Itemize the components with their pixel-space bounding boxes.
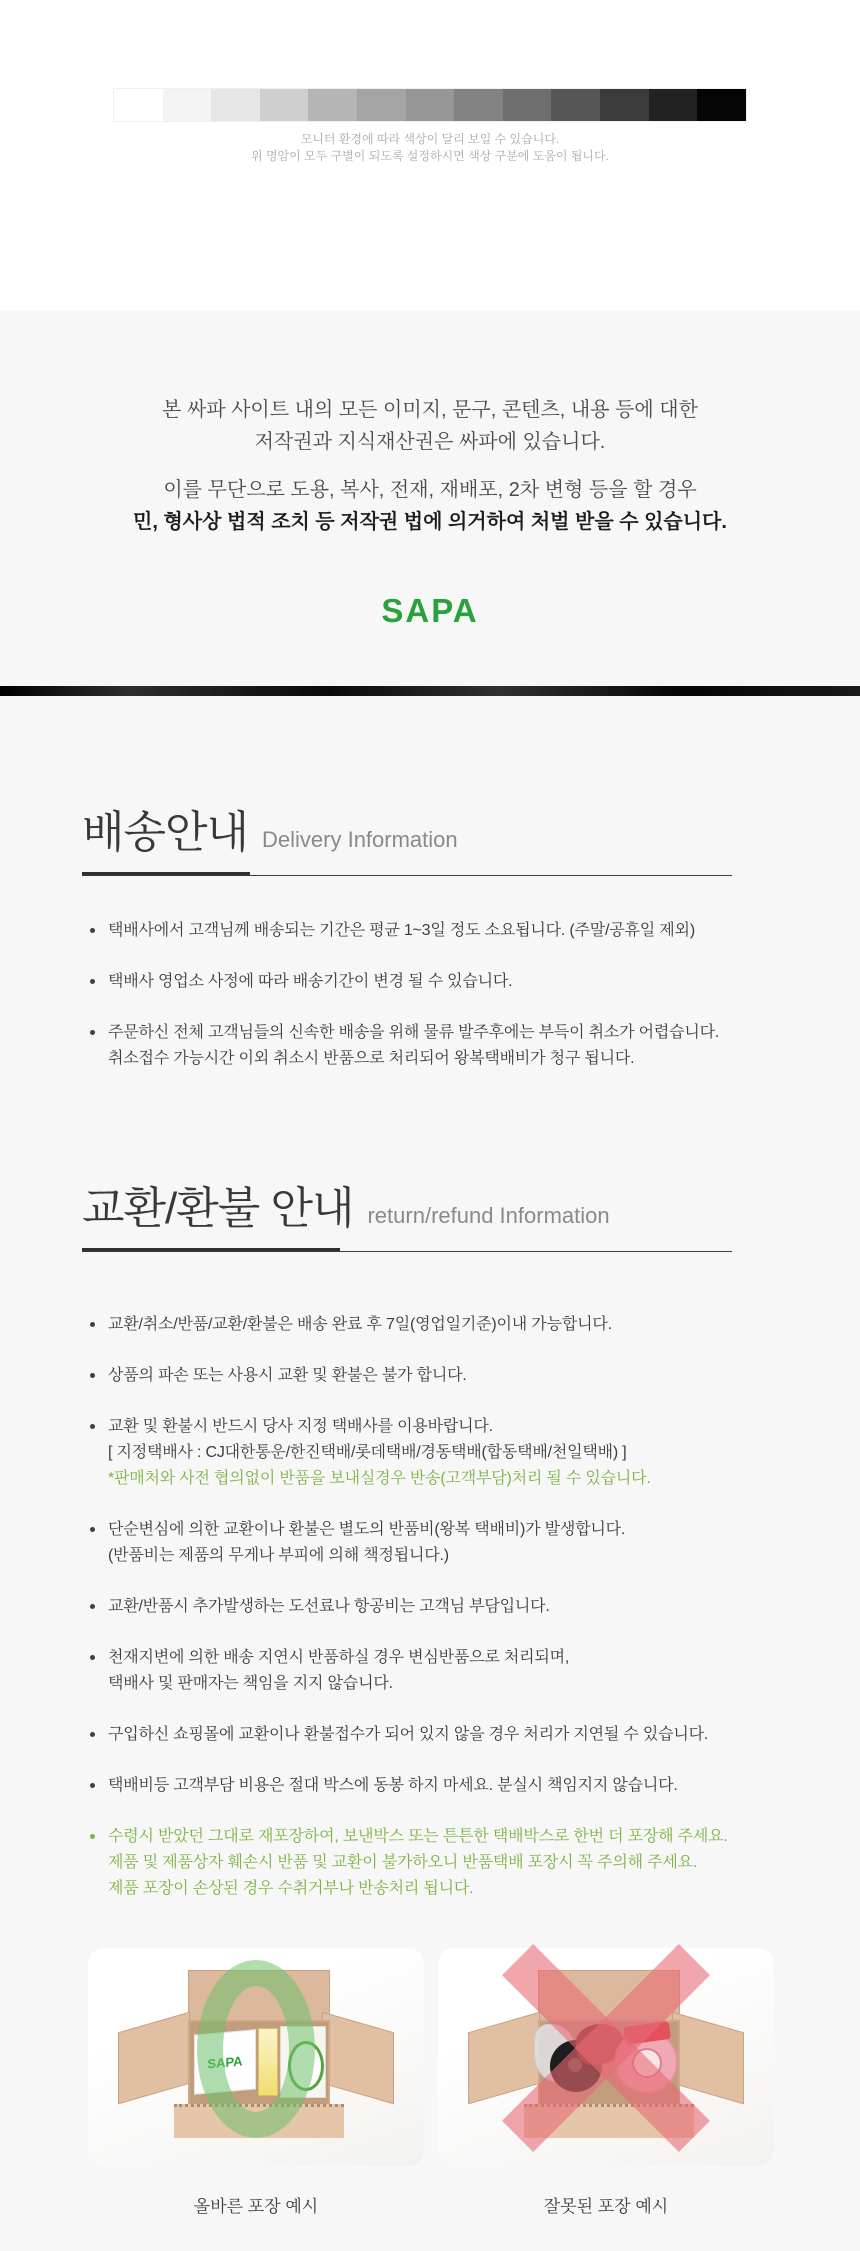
bullet-dot-icon [90, 1030, 95, 1035]
list-item [82, 1645, 788, 1697]
bad-packaging-caption: 잘못된 포장 예시 [543, 2197, 669, 2216]
list-item [82, 918, 788, 944]
bullet-line: 택배사 및 판매자는 책임을 지지 않습니다. [108, 1675, 393, 1692]
bullet-line: 상품의 파손 또는 사용시 교환 및 환불은 불가 합니다. [108, 1367, 467, 1384]
refund-title-ko: 교환/환불 안내 [82, 1184, 354, 1233]
bullet-dot-icon [90, 1783, 95, 1788]
list-item [82, 1517, 788, 1569]
monitor-guide-line-2: 위 명암이 모두 구별이 되도록 설정하시면 색상 구분에 도움이 됩니다. [251, 149, 609, 163]
grayscale-swatch [163, 89, 212, 121]
product-info-page [0, 88, 860, 2251]
copyright-line-1: 본 싸파 사이트 내의 모든 이미지, 문구, 콘텐츠, 내용 등에 대한 [162, 399, 698, 421]
bullet-line: 택배비등 고객부담 비용은 절대 박스에 동봉 하지 마세요. 분실시 책임지지 않습니다. [108, 1777, 678, 1794]
bullet-line: 교환/반품시 추가발생하는 도선료나 항공비는 고객님 부담입니다. [108, 1598, 550, 1615]
copyright-notice [0, 310, 860, 538]
grayscale-swatch [357, 89, 406, 121]
good-packaging-caption: 올바른 포장 예시 [193, 2197, 319, 2216]
bullet-dot-icon [90, 1322, 95, 1327]
box-flap [468, 2012, 540, 2105]
grayscale-swatch [600, 89, 649, 121]
list-item [82, 969, 788, 995]
list-item [82, 1363, 788, 1389]
copyright-line-2: 저작권과 지식재산권은 싸파에 있습니다. [254, 431, 606, 453]
delivery-info-list [82, 918, 788, 1072]
bullet-line: *판매처와 사전 협의없이 반품을 보내실경우 반송(고객부담)처리 될 수 있습니다. [108, 1470, 651, 1487]
bullet-dot-icon [90, 1834, 95, 1839]
bullet-line: 천재지변에 의한 배송 지연시 반품하실 경우 변심반품으로 처리되며, [108, 1649, 570, 1666]
bullet-line: (반품비는 제품의 무게나 부피에 의해 책정됩니다.) [108, 1547, 449, 1564]
bullet-dot-icon [90, 928, 95, 933]
packaging-examples [88, 1948, 788, 2166]
bullet-dot-icon [90, 1732, 95, 1737]
delivery-title-underline [82, 872, 732, 876]
list-item [82, 1312, 788, 1338]
refund-info-list [82, 1312, 788, 1902]
bullet-line: 제품 포장이 손상된 경우 수취거부나 반송처리 됩니다. [108, 1880, 474, 1897]
list-item [82, 1414, 788, 1492]
copyright-line-4: 민, 형사상 법적 조치 등 저작권 법에 의거하여 처벌 받을 수 있습니다. [133, 511, 727, 533]
refund-title-underline [82, 1248, 732, 1252]
grayscale-swatch [260, 89, 309, 121]
bullet-line: 제품 및 제품상자 훼손시 반품 및 교환이 불가하오니 반품택배 포장시 꼭 주의해 주세요. [108, 1854, 698, 1871]
refund-title-en: return/refund Information [367, 1203, 610, 1228]
grayscale-swatch [406, 89, 455, 121]
list-item [82, 1594, 788, 1620]
bullet-dot-icon [90, 1655, 95, 1660]
bullet-dot-icon [90, 1527, 95, 1532]
grayscale-swatch [211, 89, 260, 121]
grayscale-swatch [551, 89, 600, 121]
monitor-guide-line-1: 모니터 환경에 따라 색상이 달리 보일 수 있습니다. [300, 132, 560, 146]
sapa-logo: SAPA [381, 592, 479, 629]
bad-packaging-photo [438, 1948, 774, 2166]
bullet-dot-icon [90, 979, 95, 984]
bullet-line: 취소접수 가능시간 이외 취소시 반품으로 처리되어 왕복택배비가 청구 됩니다. [108, 1050, 635, 1067]
bullet-dot-icon [90, 1424, 95, 1429]
delivery-title-ko: 배송안내 [82, 808, 249, 857]
grayscale-swatch [454, 89, 503, 121]
box-flap [118, 2012, 190, 2105]
grayscale-swatch [697, 89, 746, 121]
section-divider [0, 686, 860, 696]
list-item [82, 1773, 788, 1799]
grayscale-swatch [114, 89, 163, 121]
bullet-dot-icon [90, 1604, 95, 1609]
bullet-line: 교환 및 환불시 반드시 당사 지정 택배사를 이용바랍니다. [108, 1418, 493, 1435]
box-flap [322, 2012, 394, 2105]
box-flap [672, 2012, 744, 2105]
bullet-line: [ 지정택배사 : CJ대한통운/한진택배/롯데택배/경동택배(합동택배/천일택배) ] [108, 1444, 627, 1461]
list-item [82, 1722, 788, 1748]
sapa-product-box: SAPA [194, 2029, 256, 2094]
delivery-title-en: Delivery Information [262, 827, 458, 852]
list-item [82, 1824, 788, 1902]
refund-section-title [82, 1172, 788, 1236]
bullet-line: 구입하신 쇼핑몰에 교환이나 환불접수가 되어 있지 않을 경우 처리가 지연될 수 있습니다. [108, 1726, 709, 1743]
monitor-guide-caption [0, 131, 860, 165]
copyright-line-3: 이를 무단으로 도용, 복사, 전재, 재배포, 2차 변형 등을 할 경우 [163, 479, 697, 501]
correct-mark-icon [197, 1960, 315, 2138]
grayscale-calibration-bar [113, 88, 747, 122]
grayscale-swatch [308, 89, 357, 121]
bullet-line: 교환/취소/반품/교환/환불은 배송 완료 후 7일(영업일기준)이내 가능합니다. [108, 1316, 612, 1333]
list-item [82, 1020, 788, 1072]
good-packaging-photo [88, 1948, 424, 2166]
bullet-line: 수령시 받았던 그대로 재포장하여, 보낸박스 또는 튼튼한 택배박스로 한번 더 포장해 주세요. [108, 1828, 728, 1845]
delivery-section-title [82, 796, 788, 860]
bullet-line: 단순변심에 의한 교환이나 환불은 별도의 반품비(왕복 택배비)가 발생합니다. [108, 1521, 626, 1538]
grayscale-swatch [649, 89, 698, 121]
grayscale-swatch [503, 89, 552, 121]
info-body [0, 310, 860, 2251]
monitor-calibration-section [0, 88, 860, 310]
bullet-line: 주문하신 전체 고객님들의 신속한 배송을 위해 물류 발주후에는 부득이 취소가 어렵습니다. [108, 1024, 720, 1041]
bullet-line: 택배사에서 고객님께 배송되는 기간은 평균 1~3일 정도 소요됩니다. (주말/공휴일 제외) [108, 922, 695, 939]
bullet-line: 택배사 영업소 사정에 따라 배송기간이 변경 될 수 있습니다. [108, 973, 513, 990]
bullet-dot-icon [90, 1373, 95, 1378]
